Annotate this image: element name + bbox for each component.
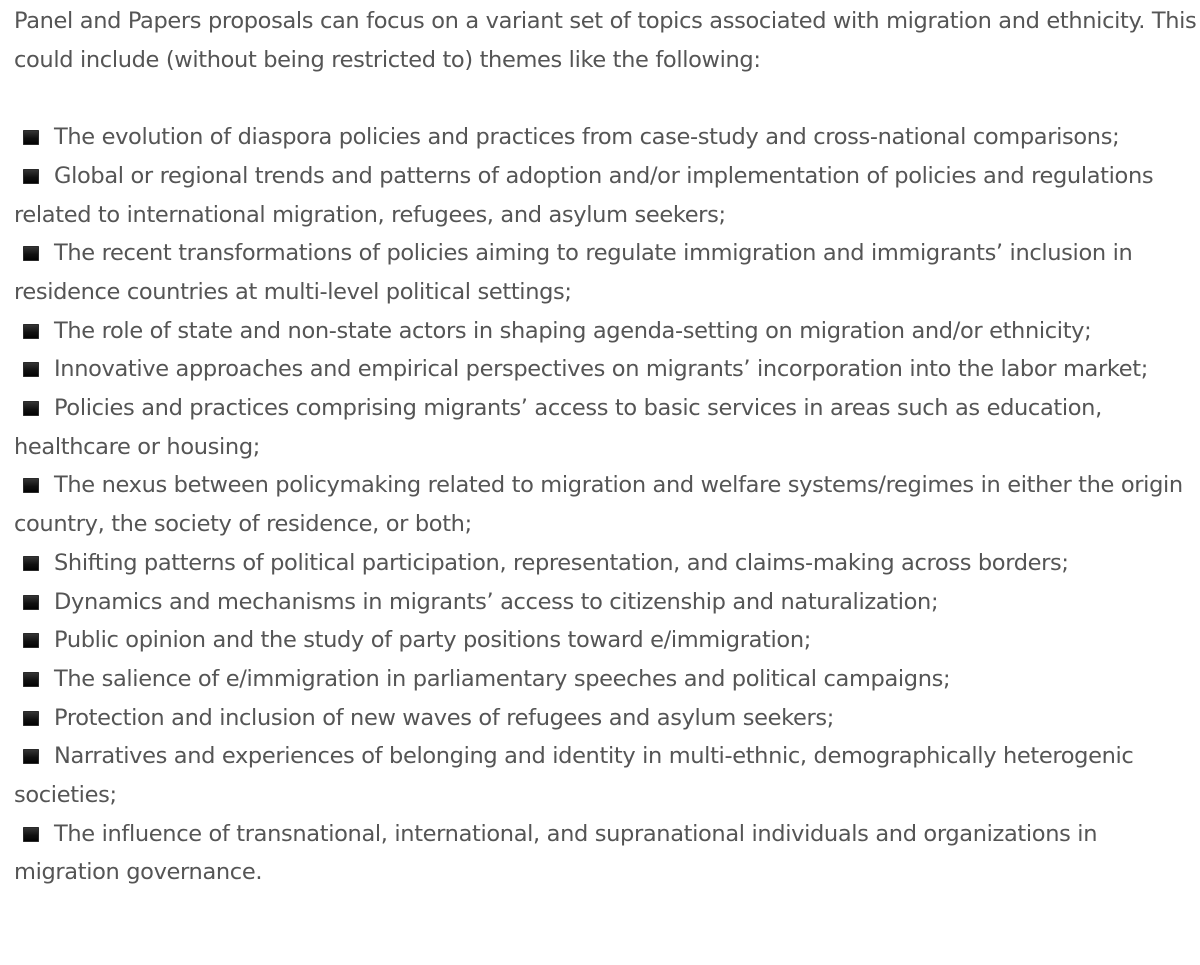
topic-item xyxy=(14,157,1198,234)
topic-text: The salience of e/immigration in parliamentary speeches and political campaigns; xyxy=(54,665,951,692)
black-square-bullet-icon xyxy=(23,633,39,648)
black-square-bullet-icon xyxy=(23,827,39,842)
topic-item xyxy=(14,621,1198,660)
topic-item xyxy=(14,737,1198,814)
topic-text: Policies and practices comprising migrants’ access to basic services in areas such as education, healthcare or housing; xyxy=(14,395,1102,460)
topic-text: Dynamics and mechanisms in migrants’ access to citizenship and naturalization; xyxy=(54,588,939,615)
topic-text: The role of state and non-state actors in shaping agenda-setting on migration and/or ethnicity; xyxy=(54,317,1092,344)
intro-paragraph: Panel and Papers proposals can focus on a variant set of topics associated with migration and ethnicity. This could include (without being restricted to) themes like the following: xyxy=(14,8,1197,73)
topic-item xyxy=(14,118,1198,157)
topic-text: Narratives and experiences of belonging and identity in multi-ethnic, demographically heterogenic societies; xyxy=(14,743,1134,809)
black-square-bullet-icon xyxy=(23,401,39,416)
topic-text: Public opinion and the study of party positions toward e/immigration; xyxy=(54,627,811,654)
topic-text: The nexus between policymaking related to migration and welfare systems/regimes in either the origin country, the society of residence, or both; xyxy=(14,472,1183,538)
topic-item xyxy=(14,234,1198,311)
topic-text: Protection and inclusion of new waves of refugees and asylum seekers; xyxy=(54,704,834,731)
black-square-bullet-icon xyxy=(23,749,39,764)
topic-item xyxy=(14,389,1198,466)
topic-text: The influence of transnational, international, and supranational individuals and organizations in migration governance. xyxy=(14,820,1098,886)
topic-text: The recent transformations of policies aiming to regulate immigration and immigrants’ inclusion in residence countries at multi-level political settings; xyxy=(14,240,1133,305)
topic-item xyxy=(14,660,1198,699)
topic-text: The evolution of diaspora policies and practices from case-study and cross-national comparisons; xyxy=(54,124,1120,151)
black-square-bullet-icon xyxy=(23,169,39,184)
topic-item xyxy=(14,699,1198,738)
black-square-bullet-icon xyxy=(23,130,39,145)
black-square-bullet-icon xyxy=(23,478,39,493)
call-for-papers-text xyxy=(14,2,1198,892)
topic-item xyxy=(14,466,1198,543)
paragraph-gap xyxy=(14,79,1198,118)
topic-item xyxy=(14,583,1198,622)
black-square-bullet-icon xyxy=(23,556,39,571)
topic-item xyxy=(14,312,1198,351)
black-square-bullet-icon xyxy=(23,711,39,726)
black-square-bullet-icon xyxy=(23,672,39,687)
topic-text: Innovative approaches and empirical perspectives on migrants’ incorporation into the labor market; xyxy=(54,356,1148,383)
topic-text: Global or regional trends and patterns of adoption and/or implementation of policies and regulations related to international migration, refugees, and asylum seekers; xyxy=(14,162,1154,228)
topic-list xyxy=(14,118,1198,892)
topic-item xyxy=(14,544,1198,583)
black-square-bullet-icon xyxy=(23,595,39,610)
black-square-bullet-icon xyxy=(23,324,39,339)
black-square-bullet-icon xyxy=(23,246,39,261)
black-square-bullet-icon xyxy=(23,362,39,377)
topic-item xyxy=(14,815,1198,892)
topic-item xyxy=(14,350,1198,389)
topic-text: Shifting patterns of political participation, representation, and claims-making across borders; xyxy=(54,549,1069,576)
